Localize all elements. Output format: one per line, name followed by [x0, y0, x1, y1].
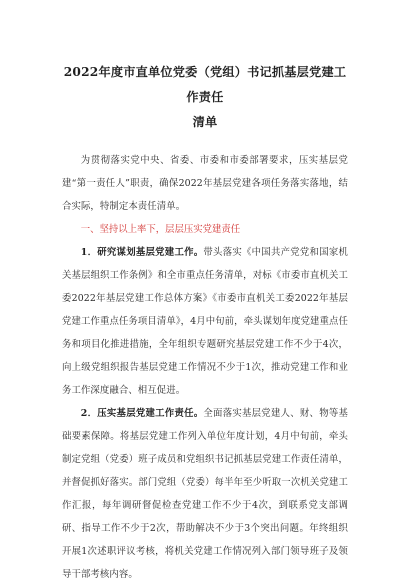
- title-line-1: 2022年度市直单位党委（党组）书记抓基层党建工作责任: [63, 65, 347, 104]
- document-title: [62, 60, 348, 135]
- item-2-lead: 2．压实基层党建工作责任。: [80, 408, 204, 419]
- item-1-body: 带头落实《中国共产党党和国家机关基层组织工作条例》和全市重点任务清单，对标《市委市直机关工委2022年基层党建工作总体方案》《市委市直机关工委2022年基层党建工作重点任务项目清单》，4月中旬前，牵头谋划年度党建重点任务和项目化推进措施，全年组织专题研究基层党建工作不少于4次，向上级党组织报告基层党建工作情况不少于1次，推动党建工作和业务工作深度融合、相互促进。: [62, 247, 348, 396]
- item-1-paragraph: [62, 241, 348, 402]
- intro-paragraph: 为贯彻落实党中央、省委、市委和市委部署要求，压实基层党建“第一责任人”职责，确保2022年基层党建各项任务落实落地，结合实际，特制定本责任清单。: [62, 155, 348, 212]
- item-1-lead: 1．研究谋划基层党建工作。: [80, 247, 204, 258]
- item-2-paragraph: [62, 402, 348, 586]
- title-line-2: 清单: [192, 115, 218, 129]
- item-2-body: 全面落实基层党建人、财、物等基础要素保障。将基层党建工作列入单位年度计划，4月中旬前，牵头制定党组（党委）班子成员和党组织书记抓基层党建工作责任清单，并督促抓好落实。部门党组（党委）每半年至少听取一次机关党建工作汇报，每年调研督促检查党建工作不少于4次，到联系党支部调研、指导工作不少于2次，帮助解决不少于3个突出问题。年终组织开展1次述职评议考核，将机关党建工作情况列入部门领导班子及领导干部考核内容。: [62, 408, 348, 580]
- section-1-heading: 一、坚持以上率下，层层压实党建责任: [80, 224, 241, 235]
